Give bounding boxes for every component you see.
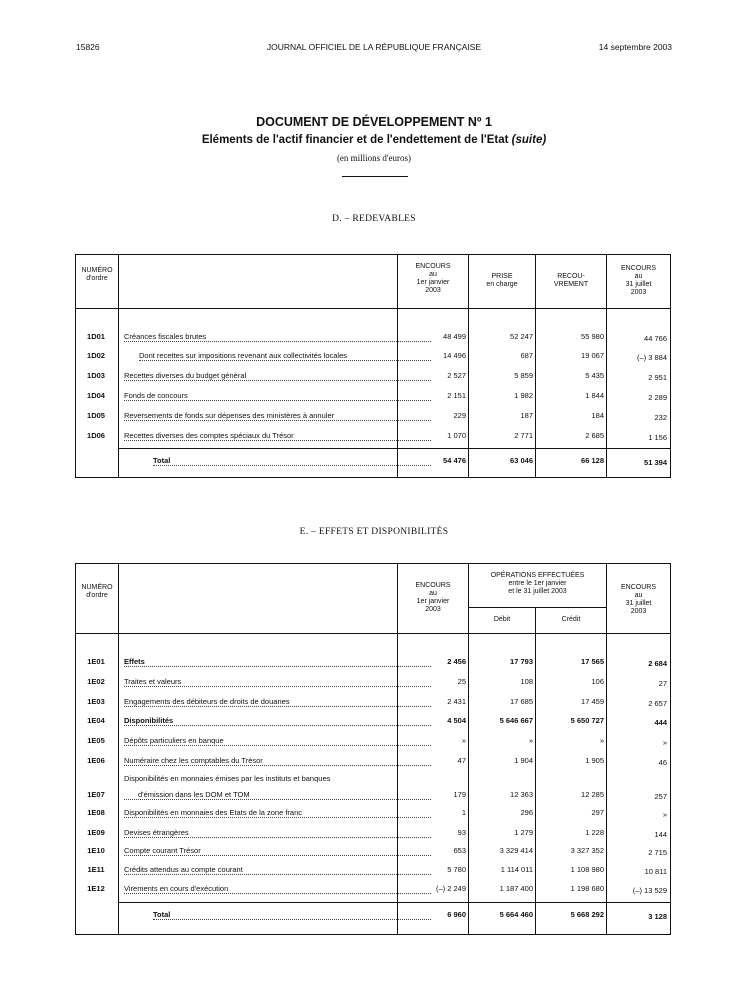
row-code: 1E10	[87, 846, 105, 855]
cell-v2: 687	[520, 351, 533, 360]
cell-v3: »	[599, 736, 604, 745]
row-label: Crédits attendus au compte courant	[124, 865, 243, 874]
total-row	[76, 910, 670, 922]
cell-v4: 1 156	[648, 433, 667, 442]
cell-v1: 54 476	[443, 456, 466, 465]
row-label: Numéraire chez les comptables du Trésor	[124, 756, 263, 765]
table-row	[76, 846, 670, 858]
cell-v2: 3 329 414	[499, 846, 533, 855]
row-label: Disponibilités en monnaies des Etats de la zone franc	[124, 808, 303, 817]
table-row	[76, 332, 670, 344]
cell-v1: 1	[461, 808, 466, 817]
row-label: Fonds de concours	[124, 391, 188, 400]
table-row	[76, 431, 670, 443]
cell-v4: 27	[658, 679, 667, 688]
row-code: 1E09	[87, 828, 105, 837]
table-row	[76, 808, 670, 820]
cell-v2: 17 793	[510, 657, 533, 666]
cell-v1: 5 780	[447, 865, 466, 874]
cell-v4: 2 684	[648, 659, 667, 668]
document-title: DOCUMENT DE DÉVELOPPEMENT Nº 1	[256, 115, 492, 129]
table-row	[76, 657, 670, 669]
cell-v1: 2 527	[447, 371, 466, 380]
total-row	[76, 456, 670, 468]
cell-v4: 44 766	[644, 334, 667, 343]
row-label: Engagements des débiteurs de droits de douanes	[124, 697, 290, 706]
cell-v2: 187	[520, 411, 533, 420]
table-row	[76, 884, 670, 896]
cell-v3: 1 108 980	[570, 865, 604, 874]
cell-v3: 2 685	[585, 431, 604, 440]
cell-v3: 17 565	[581, 657, 604, 666]
cell-v1: 6 960	[447, 910, 466, 919]
row-label: Devises étrangères	[124, 828, 189, 837]
col-encours-debut: ENCOURS au 1er janvier 2003	[415, 263, 451, 294]
cell-v2: 1 982	[514, 391, 533, 400]
cell-v3: 184	[591, 411, 604, 420]
table-row	[76, 865, 670, 877]
row-code: 1E12	[87, 884, 105, 893]
cell-v1: 25	[457, 677, 466, 686]
row-code: 1E01	[87, 657, 105, 666]
table-redevables	[75, 254, 671, 478]
cell-v2: 1 279	[514, 828, 533, 837]
cell-v2: 63 046	[510, 456, 533, 465]
cell-v2: 1 904	[514, 756, 533, 765]
cell-v1: 2 431	[447, 697, 466, 706]
cell-v3: 106	[591, 677, 604, 686]
cell-v1: 14 496	[443, 351, 466, 360]
col-numero: NUMÉRO d'ordre	[81, 267, 113, 282]
cell-v1: 2 151	[447, 391, 466, 400]
cell-v1: 179	[453, 790, 466, 799]
cell-v1: »	[461, 736, 466, 745]
row-label: Reversements de fonds sur dépenses des ministères à annuler	[124, 411, 335, 420]
cell-v2: »	[528, 736, 533, 745]
cell-v2: 12 363	[510, 790, 533, 799]
units-note: (en millions d'euros)	[336, 153, 412, 163]
row-label: Recettes diverses du budget général	[124, 371, 247, 380]
row-code: 1D06	[87, 431, 105, 440]
row-code: 1E02	[87, 677, 105, 686]
cell-v4: 2 715	[648, 848, 667, 857]
row-code: 1E11	[87, 865, 105, 874]
cell-v1: 4 504	[447, 716, 466, 725]
cell-v4: (–) 13 529	[632, 886, 667, 895]
cell-v4: 257	[654, 792, 667, 801]
cell-v3: 17 459	[581, 697, 604, 706]
cell-v4: 2 657	[648, 699, 667, 708]
cell-v2: 296	[520, 808, 533, 817]
table-row	[76, 411, 670, 423]
cell-v3: 1 844	[585, 391, 604, 400]
cell-v3: 3 327 352	[570, 846, 604, 855]
row-label: Recettes diverses des comptes spéciaux du Trésor	[124, 431, 294, 440]
cell-v3: 5 668 292	[570, 910, 604, 919]
cell-v2: 1 114 011	[500, 865, 533, 874]
cell-v1: 653	[453, 846, 466, 855]
cell-v3: 19 067	[581, 351, 604, 360]
row-code: 1E07	[87, 790, 105, 799]
cell-v2: 108	[520, 677, 533, 686]
row-label: Créances fiscales brutes	[124, 332, 207, 341]
page-number: 15826	[76, 42, 100, 52]
cell-v2: 5 859	[514, 371, 533, 380]
table-effets-disponibilites	[75, 563, 671, 935]
cell-v1: 47	[457, 756, 466, 765]
row-label: Effets	[124, 657, 145, 666]
cell-v4: (–) 3 884	[636, 353, 667, 362]
row-code: 1D02	[87, 351, 105, 360]
cell-v2: 52 247	[510, 332, 533, 341]
cell-v4: 144	[654, 830, 667, 839]
table-row	[76, 697, 670, 709]
cell-v2: 2 771	[514, 431, 533, 440]
cell-v4: 46	[658, 758, 667, 767]
cell-v4: 10 811	[644, 867, 667, 876]
table-row	[76, 736, 670, 748]
col-credit: Crédit	[561, 616, 581, 623]
table-row	[76, 774, 670, 802]
col-encours-fin: ENCOURS au 31 juillet 2003	[620, 584, 656, 615]
cell-v1: 93	[457, 828, 466, 837]
issue-date: 14 septembre 2003	[598, 42, 672, 52]
cell-v1: 48 499	[443, 332, 466, 341]
row-code: 1E03	[87, 697, 105, 706]
cell-v3: 1 905	[585, 756, 604, 765]
col-numero: NUMÉRO d'ordre	[81, 584, 113, 599]
cell-v2: 5 646 667	[499, 716, 533, 725]
col-encours-debut: ENCOURS au 1er janvier 2003	[415, 582, 451, 613]
cell-v3: 12 285	[581, 790, 604, 799]
cell-v4: 232	[654, 413, 667, 422]
cell-v4: 444	[654, 718, 667, 727]
cell-v3: 55 980	[581, 332, 604, 341]
table-row	[76, 756, 670, 768]
document-subtitle: Eléments de l'actif financier et de l'endettement de l'Etat (suite)	[201, 134, 547, 146]
cell-v4: 51 394	[644, 458, 667, 467]
row-code: 1E06	[87, 756, 105, 765]
cell-v3: 297	[591, 808, 604, 817]
journal-title: JOURNAL OFFICIEL DE LA RÉPUBLIQUE FRANÇAISE	[266, 42, 482, 52]
cell-v1: 1 070	[447, 431, 466, 440]
cell-v2: 5 664 460	[499, 910, 533, 919]
row-label: Dépôts particuliers en banque	[124, 736, 224, 745]
section-e-title: E. – EFFETS ET DISPONIBILITÉS	[299, 527, 449, 537]
row-label: Total	[153, 910, 171, 919]
row-label: Traites et valeurs	[124, 677, 182, 686]
row-code: 1E05	[87, 736, 105, 745]
row-code: 1D05	[87, 411, 105, 420]
row-label: Compte courant Trésor	[124, 846, 201, 855]
cell-v1: 229	[453, 411, 466, 420]
row-code: 1D04	[87, 391, 105, 400]
col-operations: OPÉRATIONS EFFECTUÉES entre le 1er janvier et le 31 juillet 2003	[490, 572, 585, 595]
cell-v3: 1 198 680	[570, 884, 604, 893]
table-row	[76, 371, 670, 383]
cell-v2: 1 187 400	[499, 884, 533, 893]
row-code: 1E04	[87, 716, 105, 725]
col-encours-fin: ENCOURS au 31 juillet 2003	[620, 265, 656, 296]
cell-v4: »	[662, 738, 667, 747]
table-row	[76, 828, 670, 840]
row-label: Dont recettes sur impositions revenant aux collectivités locales	[139, 351, 348, 360]
col-debit: Débit	[493, 616, 511, 623]
cell-v1: 2 456	[447, 657, 466, 666]
row-label: Virements en cours d'exécution	[124, 884, 229, 893]
table-row	[76, 677, 670, 689]
row-label: Disponibilités	[124, 716, 174, 725]
cell-v3: 66 128	[581, 456, 604, 465]
row-code: 1D01	[87, 332, 105, 341]
table-row	[76, 716, 670, 728]
cell-v1: (–) 2 249	[435, 884, 466, 893]
cell-v3: 1 228	[585, 828, 604, 837]
col-prise: PRISE en charge	[486, 273, 518, 288]
row-label: Total	[153, 456, 171, 465]
cell-v4: 3 128	[648, 912, 667, 921]
title-divider	[342, 176, 408, 177]
cell-v3: 5 435	[585, 371, 604, 380]
row-code: 1D03	[87, 371, 105, 380]
row-label: Disponibilités en monnaies émises par les instituts et banques	[124, 774, 331, 783]
cell-v4: »	[662, 810, 667, 819]
table-row	[76, 391, 670, 403]
table-row	[76, 351, 670, 363]
row-label-continuation: d'émission dans les DOM et TOM	[138, 790, 250, 799]
section-d-title: D. – REDEVABLES	[332, 214, 416, 224]
cell-v2: 17 685	[510, 697, 533, 706]
cell-v3: 5 650 727	[570, 716, 604, 725]
col-recouvrement: RECOU- VREMENT	[553, 273, 589, 288]
cell-v4: 2 289	[648, 393, 667, 402]
cell-v4: 2 951	[648, 373, 667, 382]
row-code: 1E08	[87, 808, 105, 817]
